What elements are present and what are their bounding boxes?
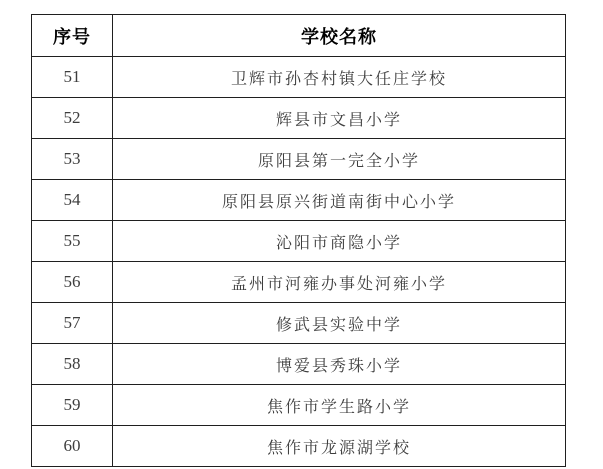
table-row [32,344,566,385]
row-school-name: 原阳县原兴街道南街中心小学 [113,180,566,221]
row-serial-number: 54 [32,180,113,221]
row-serial-number: 51 [32,57,113,98]
table-row [32,385,566,426]
row-school-name: 孟州市河雍办事处河雍小学 [113,262,566,303]
row-school-name: 沁阳市商隐小学 [113,221,566,262]
row-serial-number: 56 [32,262,113,303]
school-list-table [31,14,566,467]
table-row [32,262,566,303]
row-serial-number: 58 [32,344,113,385]
row-school-name: 卫辉市孙杏村镇大任庄学校 [113,57,566,98]
row-serial-number: 53 [32,139,113,180]
column-header-school-name: 学校名称 [113,15,566,57]
row-school-name: 焦作市学生路小学 [113,385,566,426]
row-serial-number: 57 [32,303,113,344]
table-row [32,139,566,180]
row-school-name: 焦作市龙源湖学校 [113,426,566,467]
table-row [32,57,566,98]
table-row [32,98,566,139]
row-school-name: 原阳县第一完全小学 [113,139,566,180]
column-header-serial-number: 序号 [32,15,113,57]
row-school-name: 修武县实验中学 [113,303,566,344]
row-serial-number: 59 [32,385,113,426]
table-row [32,221,566,262]
table-header-row [32,15,566,57]
row-school-name: 辉县市文昌小学 [113,98,566,139]
row-serial-number: 55 [32,221,113,262]
table-row [32,180,566,221]
table-row [32,426,566,467]
row-serial-number: 52 [32,98,113,139]
row-school-name: 博爱县秀珠小学 [113,344,566,385]
row-serial-number: 60 [32,426,113,467]
table-row [32,303,566,344]
